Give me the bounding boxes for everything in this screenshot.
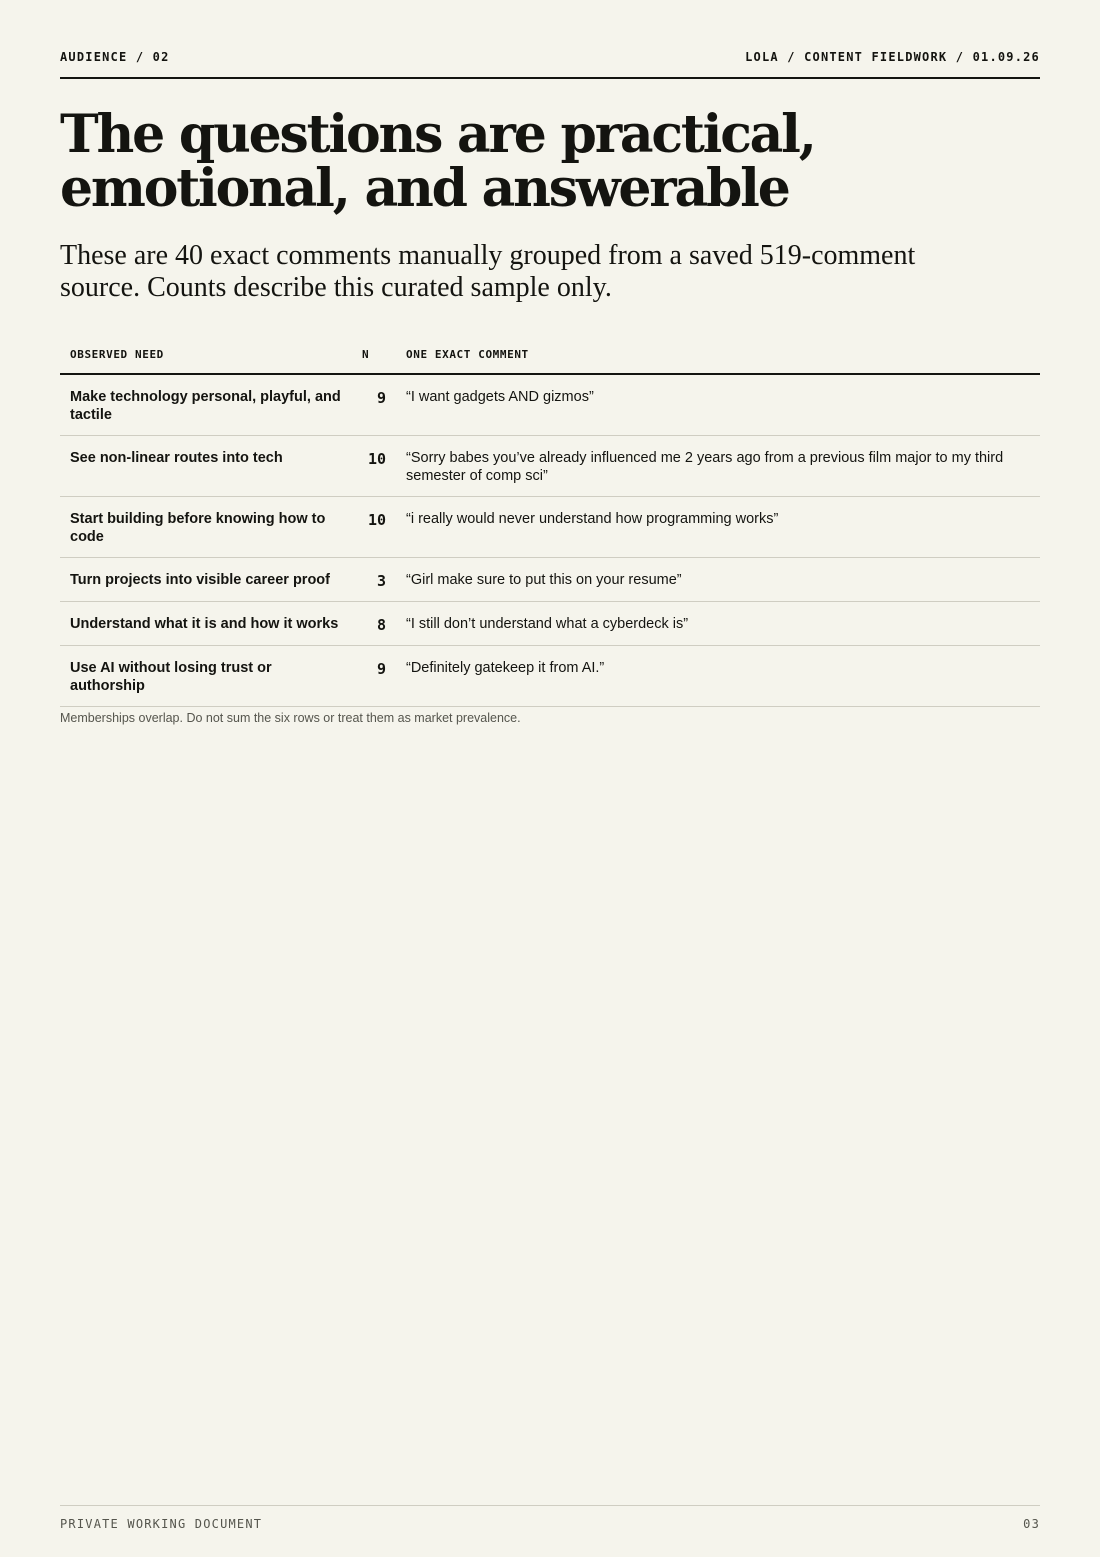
table-header-row	[60, 335, 1040, 374]
table-row	[60, 646, 1040, 707]
comment-cell: “Definitely gatekeep it from AI.”	[396, 646, 1040, 707]
column-header-n: N	[352, 335, 396, 374]
table-row	[60, 558, 1040, 602]
table-row	[60, 436, 1040, 497]
page-title: The questions are practical, emotional, and answerable	[60, 104, 815, 219]
need-cell: Understand what it is and how it works	[60, 602, 352, 646]
count-cell: 9	[352, 646, 396, 707]
comment-cell: “I want gadgets AND gizmos”	[396, 374, 1040, 436]
section-label: AUDIENCE / 02	[60, 50, 170, 64]
needs-table	[60, 335, 1040, 707]
comment-cell: “Girl make sure to put this on your resume”	[396, 558, 1040, 602]
table-row	[60, 497, 1040, 558]
count-cell: 10	[352, 436, 396, 497]
column-header-need: OBSERVED NEED	[60, 335, 352, 374]
document-page	[60, 0, 1040, 1557]
count-cell: 3	[352, 558, 396, 602]
page-footer	[60, 1505, 1040, 1531]
need-cell: Use AI without losing trust or authorship	[60, 646, 352, 707]
table-footnote: Memberships overlap. Do not sum the six rows or treat them as market prevalence.	[60, 711, 521, 725]
document-meta: LOLA / CONTENT FIELDWORK / 01.09.26	[745, 50, 1040, 64]
count-cell: 10	[352, 497, 396, 558]
need-cell: Turn projects into visible career proof	[60, 558, 352, 602]
comment-cell: “Sorry babes you’ve already influenced me 2 years ago from a previous film major to my third semester of comp sci”	[396, 436, 1040, 497]
footer-label: PRIVATE WORKING DOCUMENT	[60, 1517, 263, 1531]
count-cell: 8	[352, 602, 396, 646]
comment-cell: “I still don’t understand what a cyberdeck is”	[396, 602, 1040, 646]
page-header	[60, 50, 1040, 79]
count-cell: 9	[352, 374, 396, 436]
need-cell: See non-linear routes into tech	[60, 436, 352, 497]
table-row	[60, 374, 1040, 436]
comment-cell: “i really would never understand how programming works”	[396, 497, 1040, 558]
page-number: 03	[1023, 1517, 1040, 1531]
table-row	[60, 602, 1040, 646]
page-subtitle: These are 40 exact comments manually grouped from a saved 519-comment source. Counts describe this curated sample only.	[60, 240, 916, 303]
column-header-comment: ONE EXACT COMMENT	[396, 335, 1040, 374]
need-cell: Make technology personal, playful, and tactile	[60, 374, 352, 436]
need-cell: Start building before knowing how to code	[60, 497, 352, 558]
